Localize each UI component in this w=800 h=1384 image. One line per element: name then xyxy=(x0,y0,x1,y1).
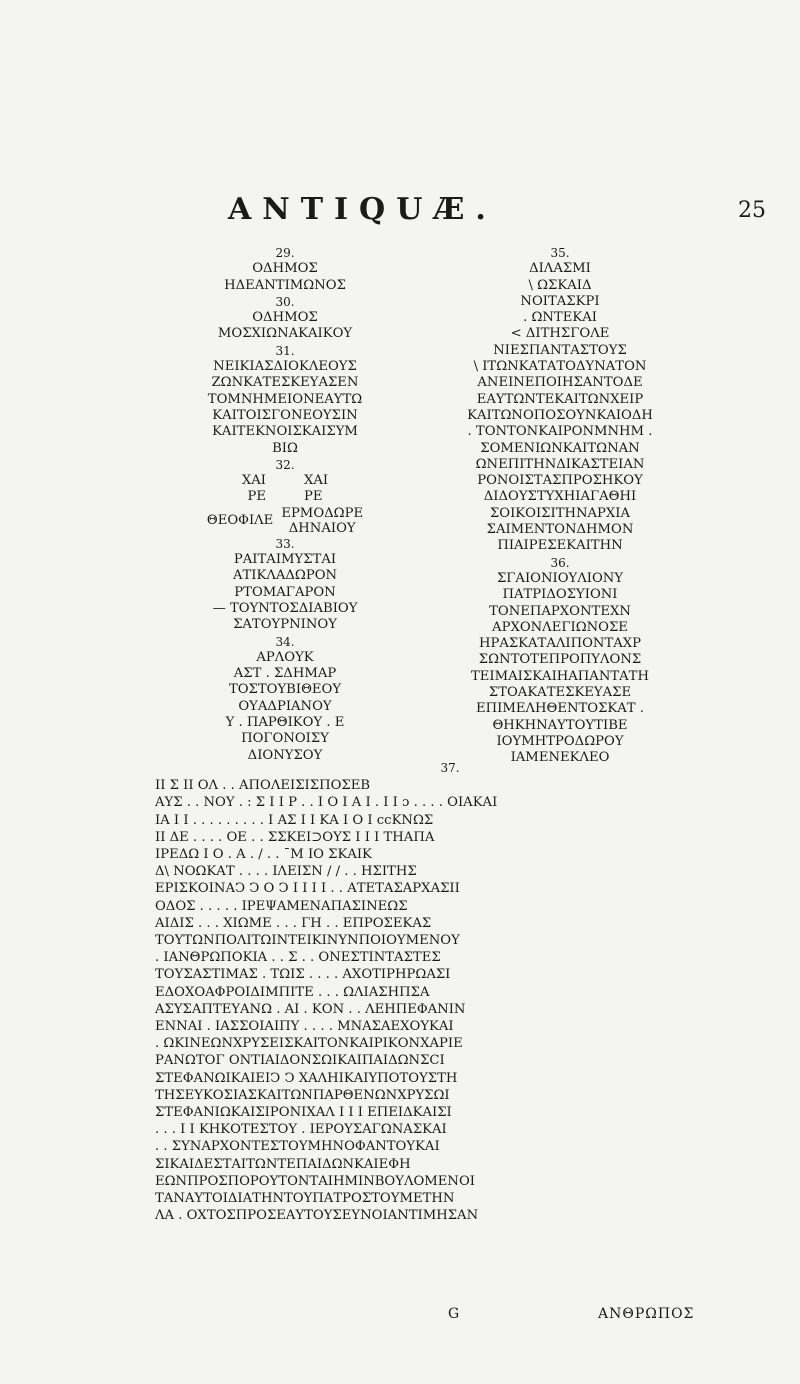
inscription-number: 33. xyxy=(275,536,295,551)
inscription-line: ΗΔΕΑΝΤΙΜΩΝΟΣ xyxy=(224,277,346,293)
inscription-line: ΤΟΥΤΩΝΠΟΛΙΤΩΙΝΤΕΙΚΙΝΥΝΠΟΙΟΥΜΕΝΟΥ xyxy=(155,933,460,949)
inscription-line: < ΔΙΤΗΣΓΟΛΕ xyxy=(510,326,610,342)
inscription-line: ΕΔΟΧΟΑΦΡΟΙΔΙΜΠΙΤΕ . . . ΩΛΙΑΣΗΠΣΑ xyxy=(155,984,430,1000)
inscription-33 xyxy=(150,536,420,634)
inscription-31 xyxy=(150,343,420,457)
inscription-34 xyxy=(150,634,420,764)
inscription-line: ΠΟΓΟΝΟΙΣΥ xyxy=(241,731,329,747)
inscription-line: ΠΑΤΡΙΔΟΣΥΙΟΝΙ xyxy=(502,587,618,603)
inscription-line: ΤΟΝΕΠΑΡΧΟΝΤΕΧΝ xyxy=(489,603,631,619)
inscription-line: ΤΕΙΜΑΙΣΚΑΙΗΑΠΑΝΤΑΤΗ xyxy=(471,668,649,684)
inscription-line: ΚΑΙΤΟΙΣΓΟΝΕΟΥΣΙΝ xyxy=(212,407,358,423)
inscription-line: ΔΙΛΑΣΜΙ xyxy=(529,261,591,277)
catchword: ΑΝΘΡΩΠΟΣ xyxy=(598,1306,695,1322)
inscription-word: ΘΕΟΦΙΛΕ xyxy=(206,512,274,528)
inscription-29 xyxy=(150,245,420,294)
inscription-line: ΙΡΕΔΩ Ι Ο . Α . / . . ¯Μ ΙΟ ΣΚΑΙΚ xyxy=(155,847,372,863)
inscription-number: 31. xyxy=(275,343,295,358)
inscription-number: 34. xyxy=(275,634,295,649)
inscription-line: ΙΑ Ι Ι . . . . . . . . . Ι ΑΣ Ι Ι ΚΑ Ι Ο Ι ccΚΝΩΣ xyxy=(155,812,434,828)
inscription-stack xyxy=(281,506,363,536)
inscription-line: ΣΑΙΜΕΝΤΟΝΔΗΜΟΝ xyxy=(486,522,634,538)
inscription-line: ΑΙΔΙΣ . . . ΧΙΩΜΕ . . . ΓΗ . . ΕΠΡΟΣΕΚΑΣ xyxy=(155,915,432,931)
inscription-30 xyxy=(150,294,420,343)
inscription-line: ΙΙ Σ ΙΙ ΟΛ . . ΑΠΟΛΕΙΣΙΣΠΟΣΕΒ xyxy=(155,778,371,794)
inscription-line: ΟΔΟΣ . . . . . ΙΡΕΨΑΜΕΝΑΠΑΣΙΝΕΩΣ xyxy=(155,898,408,914)
inscription-line: ΑΝΕΙΝΕΠΟΙΗΣΑΝΤΟΔΕ xyxy=(477,375,643,391)
inscription-line: ΑΥΣ . . ΝΟΥ . : Σ Ι Ι Ρ . . Ι Ο Ι Α Ι . Ι Ι ɔ . . . . ΟΙΑΚΑΙ xyxy=(155,795,498,811)
inscription-pair-row xyxy=(150,489,420,505)
inscription-line: ΡΑΝΩΤΟΓ ΟΝΤΙΑΙΔΟΝΣΩΙΚΑΙΠΑΙΔΩΝΣCΙ xyxy=(155,1053,445,1069)
inscription-line: ΕΝΝΑΙ . ΙΑΣΣΟΙΑΙΠΥ . . . . ΜΝΑΣΑΕΧΟΥΚΑΙ xyxy=(155,1019,454,1035)
inscription-combo xyxy=(150,506,420,536)
inscription-number: 29. xyxy=(275,246,295,260)
inscription-line: ΜΟΣΧΙΩΝΑΚΑΙΚΟΥ xyxy=(217,326,353,342)
inscription-line: ΤΟΣΤΟΥΒΙΘΕΟΥ xyxy=(228,682,342,698)
inscription-line: . ΙΑΝΘΡΩΠΟΚΙΑ . . Σ . . ΟΝΕΣΤΙΝΤΑΣΤΕΣ xyxy=(155,950,441,966)
inscription-line: ΝΟΙΤΑΣΚΡΙ xyxy=(520,293,600,309)
inscription-line: . ΩΚΙΝΕΩΝΧΡΥΣΕΙΣΚΑΙΤΟΝΚΑΙΡΙΚΟΝΧΑΡΙΕ xyxy=(155,1036,463,1052)
inscription-line: ΣΩΝΤΟΤΕΠΡΟΠΥΛΟΝΣ xyxy=(478,652,642,668)
left-column xyxy=(150,245,420,764)
inscription-line: ΑΡΧΟΝΛΕΓΙΩΝΟΣΕ xyxy=(492,619,628,635)
inscription-line: ΙΟΥΜΗΤΡΟΔΩΡΟΥ xyxy=(496,733,624,749)
inscription-line: ΠΙΑΙΡΕΣΕΚΑΙΤΗΝ xyxy=(497,538,623,554)
inscription-line: ΣΤΕΦΑΝΩΙΚΑΙΕΙϽ Ͻ ΧΑΛΗΙΚΑΙΥΠΟΤΟΥΣΤΗ xyxy=(155,1070,458,1086)
inscription-line: . ΤΟΝΤΟΝΚΑΙΡΟΝΜΝΗΜ . xyxy=(467,424,653,440)
inscription-line: \ ΩΣΚΑΙΔ xyxy=(528,277,592,293)
inscription-line: ΛΑ . ΟΧΤΟΣΠΡΟΣΕΑΥΤΟΥΣΕΥΝΟΙΑΝΤΙΜΗΣΑΝ xyxy=(155,1208,479,1224)
inscription-line: ΙΙ ΔΕ . . . . ΟΕ . . ΣΣΚΕΙ⊃ΟΥΣ Ι Ι Ι ΤΗΑΠΑ xyxy=(155,829,435,845)
inscription-line: ΑΣΤ . ΣΔΗΜΑΡ xyxy=(233,666,337,682)
inscription-number: 35. xyxy=(550,246,570,260)
page-title: ANTIQUÆ. xyxy=(228,192,497,227)
inscription-line: ΕΩΝΠΡΟΣΠΟΡΟΥΤΟΝΤΑΙΗΜΙΝΒΟΥΛΟΜΕΝΟΙ xyxy=(155,1173,475,1189)
inscription-line: ΔΙΔΟΥΣΤΥΧΗΙΑΓΑΘΗΙ xyxy=(483,489,637,505)
inscription-line: ΑΣΥΣΑΠΤΕΥΑΝΩ . ΑΙ . ΚΟΝ . . ΛΕΗΠΕΦΑΝΙΝ xyxy=(155,1001,466,1017)
inscription-line: ΚΑΙΤΩΝΟΠΟΣΟΥΝΚΑΙΟΔΗ xyxy=(467,407,653,423)
inscription-line: ΝΙΕΣΠΑΝΤΑΣΤΟΥΣ xyxy=(493,342,627,358)
inscription-line: ΡΟΝΟΙΣΤΑΣΠΡΟΣΗΚΟΥ xyxy=(477,473,643,489)
page-footer xyxy=(0,1306,800,1330)
inscription-line: ΤΟΥΣΑΣΤΙΜΑΣ . ΤΩΙΣ . . . . ΑΧΟΤΙΡΗΡΩΑΣΙ xyxy=(155,967,451,983)
inscription-line: ΙΑΜΕΝΕΚΛΕΟ xyxy=(510,750,610,766)
inscription-line: ΟΥΑΔΡΙΑΝΟΥ xyxy=(238,698,332,714)
running-head xyxy=(0,192,800,232)
inscription-line: ΑΤΙΚΛΑΔΩΡΟΝ xyxy=(232,568,338,584)
inscription-word: ΡΕ xyxy=(304,489,323,505)
inscription-word: ΧΑΙ xyxy=(241,473,266,489)
inscription-line: ΤΑΝΑΥΤΟΙΔΙΑΤΗΝΤΟΥΠΑΤΡΟΣΤΟΥΜΕΤΗΝ xyxy=(155,1191,455,1207)
inscription-line: ΣΑΤΟΥΡΝΙΝΟΥ xyxy=(233,617,337,633)
inscription-36 xyxy=(400,555,720,767)
signature-mark: G xyxy=(448,1306,460,1322)
inscription-number: 37. xyxy=(440,761,460,775)
right-column xyxy=(400,245,720,767)
inscription-line: ΘΗΚΗΝΑΥΤΟΥΤΙΒΕ xyxy=(492,717,628,733)
page-number: 25 xyxy=(738,198,766,223)
inscription-number: 30. xyxy=(275,294,295,309)
inscription-line: ΤΟΜΝΗΜΕΙΟΝΕΑΥΤΩ xyxy=(207,391,363,407)
inscription-line: ΕΠΙΜΕΛΗΘΕΝΤΟΣΚΑΤ . xyxy=(476,701,644,717)
inscription-line: ΣΓΑΙΟΝΙΟΥΛΙΟΝΥ xyxy=(496,570,624,586)
inscription-line: ΣΤΟΑΚΑΤΕΣΚΕΥΑΣΕ xyxy=(488,685,632,701)
inscription-line: ΡΑΙΤΑΙΜΥΣΤΑΙ xyxy=(233,552,337,568)
inscription-35 xyxy=(400,245,720,555)
inscription-line: ΩΝΕΠΙΤΗΝΔΙΚΑΣΤΕΙΑΝ xyxy=(475,456,645,472)
inscription-line: . ΩΝΤΕΚΑΙ xyxy=(523,310,597,326)
inscription-line: . . ΣΥΝΑΡΧΟΝΤΕΣΤΟΥΜΗΝΟΦΑΝΤΟΥΚΑΙ xyxy=(155,1139,440,1155)
inscription-line: — ΤΟΥΝΤΟΣΔΙΑΒΙΟΥ xyxy=(212,600,358,616)
inscription-line: ΗΡΑΣΚΑΤΑΛΙΠΟΝΤΑΧΡ xyxy=(478,636,642,652)
inscription-line: Υ . ΠΑΡΘΙΚΟΥ . Ε xyxy=(225,715,345,731)
inscription-number: 32. xyxy=(275,457,295,472)
inscription-line: . . . Ι Ι ΚΗΚΟΤΕΣΤΟΥ . ΙΕΡΟΥΣΑΓΩΝΑΣΚΑΙ xyxy=(155,1122,447,1138)
inscription-line: ΝΕΙΚΙΑΣΔΙΟΚΛΕΟΥΣ xyxy=(213,359,357,375)
inscription-line: ΑΡΛΟΥΚ xyxy=(256,649,314,665)
inscription-line: ΣΙΚΑΙΔΕΣΤΑΙΤΩΝΤΕΠΑΙΔΩΝΚΑΙΕΦΗ xyxy=(155,1156,411,1172)
inscription-32 xyxy=(150,457,420,536)
inscription-line: \ ΙΤΩΝΚΑΤΑΤΟΔΥΝΑΤΟΝ xyxy=(473,359,647,375)
inscription-line: ΟΔΗΜΟΣ xyxy=(252,310,318,326)
inscription-line: ΒΙΩ xyxy=(272,440,298,456)
inscription-number: 36. xyxy=(550,555,570,570)
inscription-line: ΣΟΙΚΟΙΣΙΤΗΝΑΡΧΙΑ xyxy=(489,505,631,521)
inscription-line: ΣΤΕΦΑΝΙΩΚΑΙΣΙΡΟΝΙΧΑΛ Ι Ι Ι ΕΠΕΙΔΚΑΙΣΙ xyxy=(155,1105,452,1121)
inscription-37 xyxy=(155,760,745,1224)
inscription-line: ΟΔΗΜΟΣ xyxy=(252,261,318,277)
inscription-line: ΚΑΙΤΕΚΝΟΙΣΚΑΙΣΥΜ xyxy=(212,424,358,440)
inscription-word: ΧΑΙ xyxy=(304,473,329,489)
inscription-line: ΤΗΣΕΥΚΟΣΙΑΣΚΑΙΤΩΝΠΑΡΘΕΝΩΝΧΡΥΣΩΙ xyxy=(155,1087,450,1103)
inscription-line: ΔΙΟΝΥΣΟΥ xyxy=(247,747,323,763)
inscription-word: ΕΡΜΟΔΩΡΕ xyxy=(281,505,364,521)
inscription-line: Δ\ ΝΟΩΚΑΤ . . . . ΙΛΕΙΣΝ / / . . ΗΣΙΤΗΣ xyxy=(155,864,417,880)
inscription-word: ΡΕ xyxy=(247,489,266,505)
inscription-pair-row xyxy=(150,473,420,489)
inscription-line: ΣΟΜΕΝΙΩΝΚΑΙΤΩΝΑΝ xyxy=(480,440,640,456)
inscription-word: ΔΗΝΑΙΟΥ xyxy=(288,520,356,536)
inscription-line: ΖΩΝΚΑΤΕΣΚΕΥΑΣΕΝ xyxy=(211,375,359,391)
inscription-line: ΕΑΥΤΩΝΤΕΚΑΙΤΩΝΧΕΙΡ xyxy=(476,391,644,407)
inscription-line: ΕΡΙΣΚΟΙΝΑϽ Ͻ Ο Ͻ Ι Ι Ι Ι . . ΑΤΕΤΑΣΑΡΧΑΣΙΙ xyxy=(155,881,460,897)
inscription-line: ΡΤΟΜΑΓΑΡΟΝ xyxy=(234,584,336,600)
